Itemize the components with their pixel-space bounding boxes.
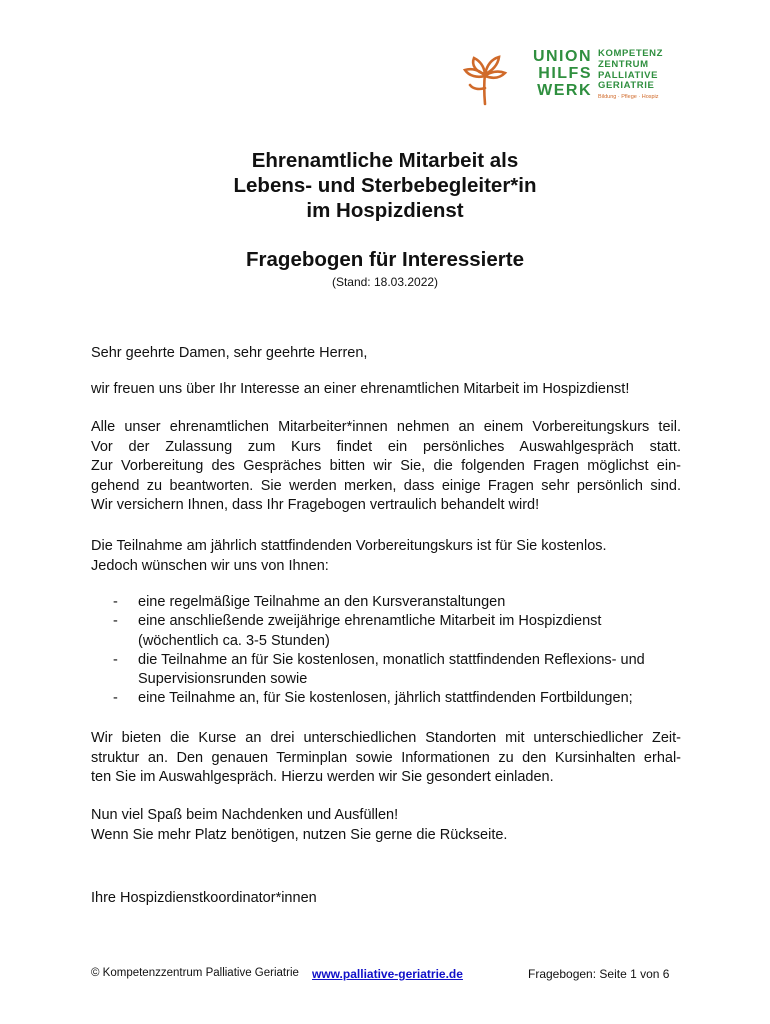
closing-note-line: Wenn Sie mehr Platz benötigen, nutzen Sie gerne die Rückseite. [91,826,508,843]
logo [458,46,676,108]
closing-note [91,806,681,845]
list-dash: - [113,594,118,610]
stand-date: (Stand: 18.03.2022) [331,275,439,289]
course-paragraph-line: Wir versichern Ihnen, dass Ihr Fragebogen vertraulich behandelt wird! [91,497,540,513]
footer-website-link[interactable]: www.palliative-geriatrie.de [312,967,463,981]
signature: Ihre Hospizdienstkoordinator*innen [91,890,317,906]
kompetenzzentrum-wordmark: KOMPETENZ ZENTRUM PALLIATIVE GERIATRIE [598,48,664,92]
locations-paragraph [91,729,681,788]
salutation: Sehr geehrte Damen, sehr geehrte Herren, [91,345,368,361]
list-item: - eine regelmäßige Teilnahme an den Kursveranstaltungen [91,593,681,612]
course-paragraph-line: Vor der Zulassung zum Kurs findet ein persönliches Auswahlgespräch statt. [91,438,681,455]
list-item: - die Teilnahme an für Sie kostenlosen, monatlich stattfindenden Reflexions- und Supervisionsrunden sowie [113,651,645,688]
list-dash: - [113,690,118,707]
list-item: - eine Teilnahme an, für Sie kostenlosen, jährlich stattfindenden Fortbildungen; [91,689,681,708]
logo-tagline: Bildung · Pflege · Hospiz [598,94,659,100]
course-paragraph [91,418,681,516]
list-dash: - [113,651,118,668]
locations-paragraph-line: ten Sie im Auswahlgespräch. Hierzu werden wir Sie gesondert einladen. [91,769,554,785]
participation-paragraph [91,537,681,576]
closing-note-line: Nun viel Spaß beim Nachdenken und Ausfüllen! [91,807,399,823]
footer-page-number: Fragebogen: Seite 1 von 6 [528,967,670,981]
footer-copyright: © Kompetenzzentrum Palliative Geriatrie [91,967,299,979]
title-line-2: Lebens- und Sterbebegleiter*in [233,174,537,197]
course-paragraph-line: gehend zu beantworten. Sie werden merken, dass einige Fragen sehr persönlich sind. [91,477,681,494]
locations-paragraph-line: Wir bieten die Kurse an drei unterschiedlichen Standorten mit unterschiedlicher Zeit- [91,730,681,746]
list-dash: - [113,613,118,630]
expectations-list [91,593,681,709]
participation-line: Die Teilnahme am jährlich stattfindenden Vorbereitungskurs ist für Sie kostenlos. [91,538,607,554]
list-item: - eine anschließende zweijährige ehrenamtliche Mitarbeit im Hospizdienst (wöchentlich ca. 3-5 Stunden) [113,613,602,649]
intro-paragraph: wir freuen uns über Ihr Interesse an einer ehrenamtlichen Mitarbeit im Hospizdienst! [91,381,630,397]
title-line-3: im Hospizdienst [306,199,464,222]
course-paragraph-line: Zur Vorbereitung des Gespräches bitten wir Sie, die folgenden Fragen möglichst ein- [91,458,681,474]
flower-logo-icon [462,52,508,106]
course-paragraph-line: Alle unser ehrenamtlichen Mitarbeiter*innen nehmen an einem Vorbereitungskurs teil. [91,419,681,435]
subtitle: Fragebogen für Interessierte [246,248,524,271]
locations-paragraph-line: struktur an. Den genauen Terminplan sowie Informationen zu den Kursinhalten erhal- [91,749,681,766]
title-line-1: Ehrenamtliche Mitarbeit als [251,149,519,172]
participation-line: Jedoch wünschen wir uns von Ihnen: [91,557,329,574]
union-hilfswerk-wordmark: UNION HILFS WERK [532,48,592,99]
